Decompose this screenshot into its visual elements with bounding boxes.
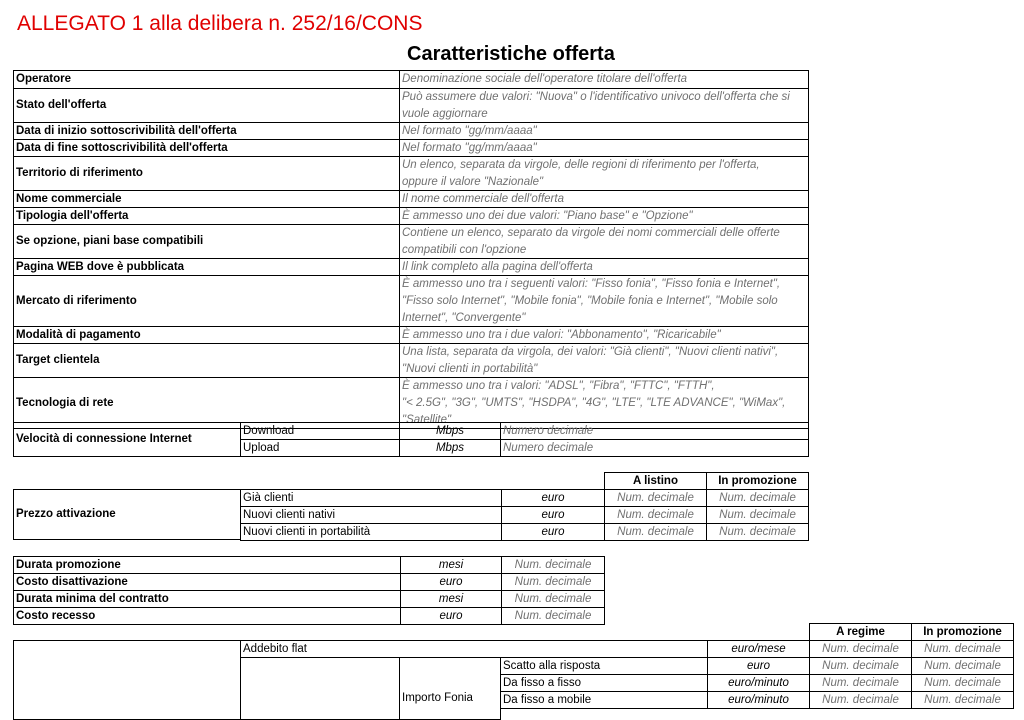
- description-line: oppure il valore "Nazionale": [402, 175, 544, 188]
- activation-row-unit: euro: [501, 506, 605, 524]
- speed-upload-unit: Mbps: [399, 439, 501, 457]
- section-title: Caratteristiche offerta: [407, 43, 615, 65]
- description-line: compatibili con l'opzione: [402, 243, 527, 256]
- duration-row-label: Durata minima del contratto: [13, 590, 401, 608]
- main-row-label: Stato dell'offerta: [13, 88, 400, 123]
- main-row-description[interactable]: [399, 343, 809, 378]
- main-row-description[interactable]: [399, 139, 809, 157]
- description-line: Contiene un elenco, separato da virgole dei nomi commerciali delle offerte: [402, 227, 780, 239]
- document-title: ALLEGATO 1 alla delibera n. 252/16/CONS: [17, 12, 423, 35]
- main-row-label: Modalità di pagamento: [13, 326, 400, 344]
- description-line: "Satellite": [402, 413, 452, 426]
- fonia-row-value-regime[interactable]: Num. decimale: [809, 657, 912, 675]
- speed-download-unit: Mbps: [399, 422, 501, 440]
- main-row-label: Data di inizio sottoscrivibilità dell'offerta: [13, 122, 400, 140]
- activation-row-value-listino[interactable]: Num. decimale: [604, 523, 707, 541]
- activation-row-unit: euro: [501, 523, 605, 541]
- main-row-description[interactable]: [399, 88, 809, 123]
- description-line: vuole aggiornare: [402, 107, 488, 120]
- duration-row-label: Costo recesso: [13, 607, 401, 625]
- fonia-row-value-promo[interactable]: Num. decimale: [911, 674, 1014, 692]
- main-row-label: Target clientela: [13, 343, 400, 378]
- main-row-description[interactable]: [399, 275, 809, 327]
- activation-row-unit: euro: [501, 489, 605, 507]
- description-line: È ammesso uno tra i valori: "ADSL", "Fibra", "FTTC", "FTTH",: [402, 380, 715, 392]
- main-row-description[interactable]: [399, 207, 809, 225]
- main-row-label: Territorio di riferimento: [13, 156, 400, 191]
- description-line: Il nome commerciale dell'offerta: [402, 193, 564, 205]
- fonia-flat-value-regime[interactable]: Num. decimale: [809, 640, 912, 658]
- fonia-header-regime: A regime: [809, 623, 912, 641]
- description-line: È ammesso uno tra i due valori: "Abbonamento", "Ricaricabile": [402, 329, 721, 341]
- description-line: Una lista, separata da virgola, dei valori: "Già clienti", "Nuovi clienti nativi",: [402, 346, 779, 358]
- main-row-description[interactable]: [399, 224, 809, 259]
- duration-row-value[interactable]: Num. decimale: [501, 590, 605, 608]
- speed-upload-name: Upload: [240, 439, 400, 457]
- main-row-description[interactable]: [399, 122, 809, 140]
- main-row-label: Tecnologia di rete: [13, 377, 400, 429]
- description-line: È ammesso uno dei due valori: "Piano base" e "Opzione": [402, 210, 693, 222]
- fonia-sub-left-block: [240, 657, 400, 720]
- description-line: "< 2.5G", "3G", "UMTS", "HSDPA", "4G", "LTE", "LTE ADVANCE", "WiMax",: [402, 396, 786, 409]
- fonia-row-value-promo[interactable]: Num. decimale: [911, 691, 1014, 709]
- activation-header-listino: A listino: [604, 472, 707, 490]
- description-line: "Fisso solo Internet", "Mobile fonia", "Mobile fonia e Internet", "Mobile solo: [402, 294, 778, 307]
- main-row-description[interactable]: [399, 70, 809, 89]
- main-row-description[interactable]: [399, 156, 809, 191]
- fonia-row-unit: euro/minuto: [707, 674, 810, 692]
- fonia-row-name: Scatto alla risposta: [500, 657, 708, 675]
- duration-row-unit: euro: [400, 573, 502, 591]
- description-line: Denominazione sociale dell'operatore titolare dell'offerta: [402, 73, 688, 85]
- fonia-row-name: Da fisso a mobile: [500, 691, 708, 709]
- main-row-label: Data di fine sottoscrivibilità dell'offerta: [13, 139, 400, 157]
- speed-download-value[interactable]: Numero decimale: [500, 422, 809, 440]
- speed-upload-value[interactable]: Numero decimale: [500, 439, 809, 457]
- description-line: Il link completo alla pagina dell'offerta: [402, 261, 593, 273]
- fonia-flat-unit: euro/mese: [707, 640, 810, 658]
- activation-row-value-promo[interactable]: Num. decimale: [706, 489, 809, 507]
- speed-label: Velocità di connessione Internet: [13, 422, 241, 457]
- activation-row-value-listino[interactable]: Num. decimale: [604, 489, 707, 507]
- main-row-label: Se opzione, piani base compatibili: [13, 224, 400, 259]
- description-line: Nel formato "gg/mm/aaaa": [402, 142, 537, 154]
- description-line: "Nuovi clienti in portabilità": [402, 362, 538, 375]
- fonia-importo-label-text: Importo Fonia: [402, 692, 473, 705]
- fonia-flat-name: Addebito flat: [240, 640, 708, 658]
- activation-row-value-promo[interactable]: Num. decimale: [706, 523, 809, 541]
- main-row-description[interactable]: [399, 326, 809, 344]
- duration-row-unit: euro: [400, 607, 502, 625]
- activation-row-name: Nuovi clienti nativi: [240, 506, 502, 524]
- activation-label: Prezzo attivazione: [13, 489, 241, 540]
- main-row-label: Nome commerciale: [13, 190, 400, 208]
- activation-row-name: Già clienti: [240, 489, 502, 507]
- description-line: Internet", "Convergente": [402, 311, 526, 324]
- duration-row-label: Costo disattivazione: [13, 573, 401, 591]
- duration-row-unit: mesi: [400, 590, 502, 608]
- main-row-label: Operatore: [13, 70, 400, 89]
- description-line: Un elenco, separata da virgole, delle regioni di riferimento per l'offerta,: [402, 159, 760, 171]
- main-row-label: Tipologia dell'offerta: [13, 207, 400, 225]
- fonia-row-value-regime[interactable]: Num. decimale: [809, 674, 912, 692]
- main-row-label: Pagina WEB dove è pubblicata: [13, 258, 400, 276]
- fonia-row-unit: euro: [707, 657, 810, 675]
- activation-row-value-listino[interactable]: Num. decimale: [604, 506, 707, 524]
- fonia-flat-value-promo[interactable]: Num. decimale: [911, 640, 1014, 658]
- duration-row-label: Durata promozione: [13, 556, 401, 574]
- description-line: Può assumere due valori: "Nuova" o l'identificativo univoco dell'offerta che si: [402, 91, 790, 103]
- duration-row-value[interactable]: Num. decimale: [501, 607, 605, 625]
- description-line: Nel formato "gg/mm/aaaa": [402, 125, 537, 137]
- duration-row-value[interactable]: Num. decimale: [501, 556, 605, 574]
- speed-download-name: Download: [240, 422, 400, 440]
- fonia-row-value-promo[interactable]: Num. decimale: [911, 657, 1014, 675]
- fonia-importo-label: [399, 657, 501, 720]
- duration-row-value[interactable]: Num. decimale: [501, 573, 605, 591]
- activation-header-promo: In promozione: [706, 472, 809, 490]
- main-row-label: Mercato di riferimento: [13, 275, 400, 327]
- fonia-header-promo: In promozione: [911, 623, 1014, 641]
- duration-row-unit: mesi: [400, 556, 502, 574]
- description-line: È ammesso uno tra i seguenti valori: "Fisso fonia", "Fisso fonia e Internet",: [402, 278, 781, 290]
- main-row-description[interactable]: [399, 190, 809, 208]
- activation-row-name: Nuovi clienti in portabilità: [240, 523, 502, 541]
- fonia-row-value-regime[interactable]: Num. decimale: [809, 691, 912, 709]
- fonia-row-name: Da fisso a fisso: [500, 674, 708, 692]
- main-row-description[interactable]: [399, 258, 809, 276]
- fonia-row-unit: euro/minuto: [707, 691, 810, 709]
- fonia-left-block: [13, 640, 241, 720]
- activation-row-value-promo[interactable]: Num. decimale: [706, 506, 809, 524]
